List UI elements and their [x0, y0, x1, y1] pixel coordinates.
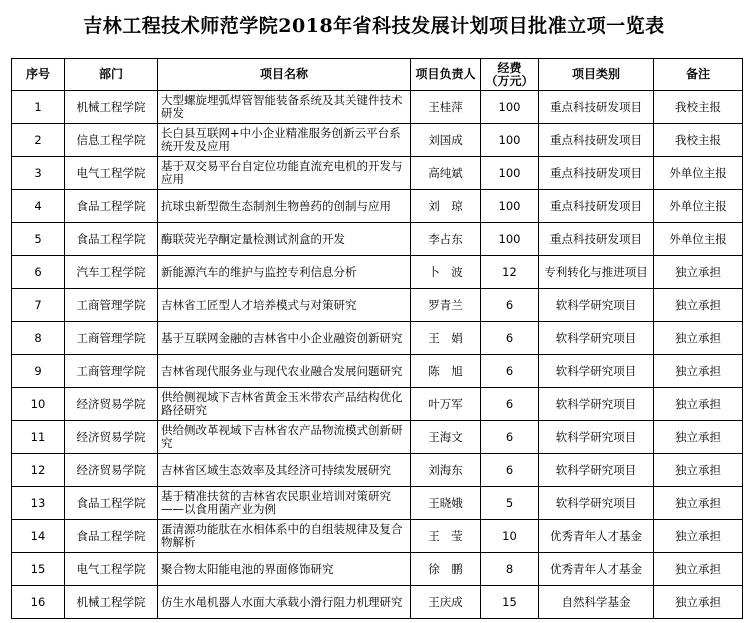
project-table — [11, 58, 743, 619]
table-row — [12, 322, 743, 355]
header-funding-line1: 经费 — [497, 60, 522, 75]
cell-dept: 食品工程学院 — [65, 223, 158, 256]
cell-funding: 6 — [481, 289, 539, 322]
cell-no: 10 — [12, 388, 65, 421]
cell-name: 基于双交易平台自定位功能直流充电机的开发与应用 — [158, 157, 411, 190]
table-row — [12, 454, 743, 487]
cell-category: 软科学研究项目 — [539, 421, 654, 454]
table-row — [12, 388, 743, 421]
cell-note: 我校主报 — [654, 91, 743, 124]
cell-category: 重点科技研发项目 — [539, 91, 654, 124]
table-row — [12, 520, 743, 553]
cell-leader: 高纯斌 — [411, 157, 481, 190]
cell-leader: 刘国成 — [411, 124, 481, 157]
cell-leader: 王晓娥 — [411, 487, 481, 520]
cell-category: 重点科技研发项目 — [539, 190, 654, 223]
table-row — [12, 157, 743, 190]
cell-note: 独立承担 — [654, 421, 743, 454]
cell-leader: 王 娟 — [411, 322, 481, 355]
cell-note: 独立承担 — [654, 388, 743, 421]
cell-dept: 电气工程学院 — [65, 553, 158, 586]
table-row — [12, 421, 743, 454]
cell-name: 大型螺旋埋弧焊管智能装备系统及其关键件技术研发 — [158, 91, 411, 124]
cell-no: 6 — [12, 256, 65, 289]
cell-no: 1 — [12, 91, 65, 124]
cell-funding: 6 — [481, 355, 539, 388]
cell-name: 抗球虫新型微生态制剂生物兽药的创制与应用 — [158, 190, 411, 223]
cell-dept: 食品工程学院 — [65, 520, 158, 553]
cell-category: 优秀青年人才基金 — [539, 553, 654, 586]
cell-note: 我校主报 — [654, 124, 743, 157]
cell-category: 软科学研究项目 — [539, 289, 654, 322]
cell-dept: 食品工程学院 — [65, 190, 158, 223]
cell-name: 新能源汽车的维护与监控专利信息分析 — [158, 256, 411, 289]
header-name: 项目名称 — [158, 59, 411, 91]
header-category: 项目类别 — [539, 59, 654, 91]
header-row — [12, 59, 743, 91]
cell-name: 吉林省区域生态效率及其经济可持续发展研究 — [158, 454, 411, 487]
table-row — [12, 124, 743, 157]
cell-no: 4 — [12, 190, 65, 223]
table-row — [12, 256, 743, 289]
cell-category: 软科学研究项目 — [539, 487, 654, 520]
cell-category: 软科学研究项目 — [539, 322, 654, 355]
cell-dept: 食品工程学院 — [65, 487, 158, 520]
cell-leader: 陈 旭 — [411, 355, 481, 388]
cell-category: 优秀青年人才基金 — [539, 520, 654, 553]
cell-dept: 电气工程学院 — [65, 157, 158, 190]
cell-funding: 6 — [481, 388, 539, 421]
cell-leader: 王 莹 — [411, 520, 481, 553]
table-row — [12, 289, 743, 322]
cell-no: 2 — [12, 124, 65, 157]
cell-dept: 经济贸易学院 — [65, 388, 158, 421]
cell-name: 长白县互联网+中小企业精准服务创新云平台系统开发及应用 — [158, 124, 411, 157]
cell-category: 软科学研究项目 — [539, 388, 654, 421]
cell-funding: 100 — [481, 157, 539, 190]
cell-name: 聚合物太阳能电池的界面修饰研究 — [158, 553, 411, 586]
cell-funding: 100 — [481, 91, 539, 124]
cell-name: 供给侧改革视域下吉林省农产品物流模式创新研究 — [158, 421, 411, 454]
cell-note: 独立承担 — [654, 487, 743, 520]
cell-dept: 工商管理学院 — [65, 355, 158, 388]
header-funding-line2: （万元） — [485, 73, 534, 88]
cell-dept: 机械工程学院 — [65, 91, 158, 124]
cell-note: 独立承担 — [654, 355, 743, 388]
cell-funding: 8 — [481, 553, 539, 586]
cell-leader: 刘 琼 — [411, 190, 481, 223]
header-leader: 项目负责人 — [411, 59, 481, 91]
page-title: 吉林工程技术师范学院2018年省科技发展计划项目批准立项一览表 — [83, 15, 665, 37]
cell-category: 软科学研究项目 — [539, 355, 654, 388]
cell-category: 重点科技研发项目 — [539, 157, 654, 190]
cell-no: 15 — [12, 553, 65, 586]
cell-funding: 15 — [481, 586, 539, 619]
cell-dept: 信息工程学院 — [65, 124, 158, 157]
cell-category: 重点科技研发项目 — [539, 223, 654, 256]
cell-name: 吉林省工匠型人才培养模式与对策研究 — [158, 289, 411, 322]
cell-no: 9 — [12, 355, 65, 388]
cell-note: 独立承担 — [654, 553, 743, 586]
cell-funding: 100 — [481, 190, 539, 223]
cell-no: 16 — [12, 586, 65, 619]
cell-no: 13 — [12, 487, 65, 520]
cell-name: 基于互联网金融的吉林省中小企业融资创新研究 — [158, 322, 411, 355]
cell-funding: 6 — [481, 322, 539, 355]
cell-leader: 叶万军 — [411, 388, 481, 421]
cell-note: 独立承担 — [654, 322, 743, 355]
header-funding — [481, 59, 539, 91]
cell-dept: 机械工程学院 — [65, 586, 158, 619]
cell-funding: 10 — [481, 520, 539, 553]
cell-note: 外单位主报 — [654, 223, 743, 256]
table-row — [12, 355, 743, 388]
cell-no: 8 — [12, 322, 65, 355]
cell-leader: 王庆成 — [411, 586, 481, 619]
cell-name: 吉林省现代服务业与现代农业融合发展问题研究 — [158, 355, 411, 388]
cell-leader: 王海文 — [411, 421, 481, 454]
cell-note: 外单位主报 — [654, 157, 743, 190]
cell-note: 独立承担 — [654, 454, 743, 487]
cell-funding: 6 — [481, 421, 539, 454]
cell-name: 供给侧视域下吉林省黄金玉米带农产品结构优化路径研究 — [158, 388, 411, 421]
table-row — [12, 91, 743, 124]
cell-name: 蛋清源功能肽在水相体系中的自组装规律及复合物解析 — [158, 520, 411, 553]
cell-funding: 5 — [481, 487, 539, 520]
cell-funding: 12 — [481, 256, 539, 289]
cell-funding: 100 — [481, 223, 539, 256]
cell-category: 专利转化与推进项目 — [539, 256, 654, 289]
cell-category: 重点科技研发项目 — [539, 124, 654, 157]
cell-note: 独立承担 — [654, 520, 743, 553]
header-note: 备注 — [654, 59, 743, 91]
cell-note: 独立承担 — [654, 586, 743, 619]
table-row — [12, 190, 743, 223]
table-row — [12, 487, 743, 520]
cell-no: 14 — [12, 520, 65, 553]
table-row — [12, 223, 743, 256]
cell-no: 7 — [12, 289, 65, 322]
cell-leader: 刘海东 — [411, 454, 481, 487]
cell-dept: 经济贸易学院 — [65, 421, 158, 454]
cell-leader: 罗青兰 — [411, 289, 481, 322]
cell-name: 仿生水黾机器人水面大承载小滑行阻力机理研究 — [158, 586, 411, 619]
table-row — [12, 553, 743, 586]
cell-no: 12 — [12, 454, 65, 487]
cell-no: 11 — [12, 421, 65, 454]
cell-dept: 汽车工程学院 — [65, 256, 158, 289]
cell-dept: 经济贸易学院 — [65, 454, 158, 487]
header-dept: 部门 — [65, 59, 158, 91]
cell-leader: 徐 鹏 — [411, 553, 481, 586]
cell-name: 基于精准扶贫的吉林省农民职业培训对策研究——以食用菌产业为例 — [158, 487, 411, 520]
cell-leader: 卜 波 — [411, 256, 481, 289]
cell-leader: 李占东 — [411, 223, 481, 256]
cell-funding: 6 — [481, 454, 539, 487]
cell-category: 软科学研究项目 — [539, 454, 654, 487]
cell-no: 5 — [12, 223, 65, 256]
cell-name: 酶联荧光孕酮定量检测试剂盒的开发 — [158, 223, 411, 256]
cell-leader: 王桂萍 — [411, 91, 481, 124]
cell-note: 外单位主报 — [654, 190, 743, 223]
cell-dept: 工商管理学院 — [65, 289, 158, 322]
cell-note: 独立承担 — [654, 289, 743, 322]
cell-category: 自然科学基金 — [539, 586, 654, 619]
cell-note: 独立承担 — [654, 256, 743, 289]
table-row — [12, 586, 743, 619]
cell-dept: 工商管理学院 — [65, 322, 158, 355]
cell-funding: 100 — [481, 124, 539, 157]
header-no: 序号 — [12, 59, 65, 91]
cell-no: 3 — [12, 157, 65, 190]
